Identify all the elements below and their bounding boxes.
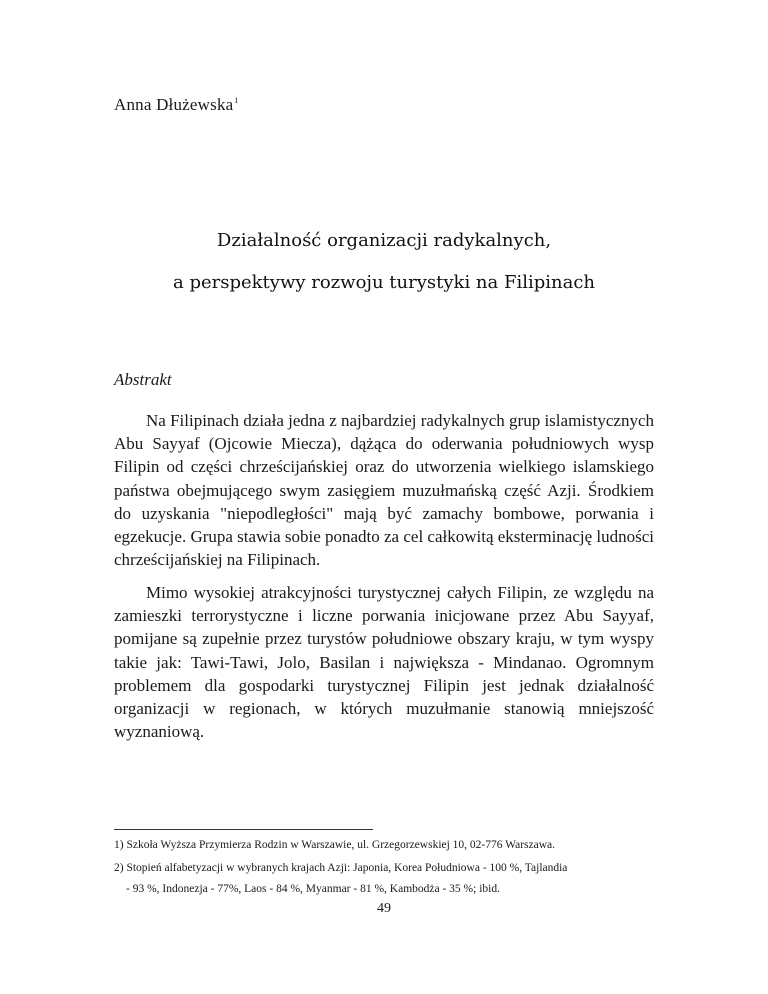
author-name: [114, 95, 239, 115]
footnote-marker: 1: [234, 96, 239, 105]
footnote-2-line-2: - 93 %, Indonezja - 77%, Laos - 84 %, Myanmar - 81 %, Kambodża - 35 %; ibid.: [126, 883, 500, 895]
footnote-2-line-1: 2) Stopień alfabetyzacji w wybranych krajach Azji: Japonia, Korea Południowa - 100 %, Tajlandia: [114, 862, 568, 874]
abstract-paragraph-1: Na Filipinach działa jedna z najbardziej radykalnych grup islamistycznych Abu Sayyaf (Ojcowie Miecza), dążąca do oderwania południowych wysp Filipin od części chrześcijańskiej oraz do utworzenia wielkiego islamskiego państwa obejmującego swym zasięgiem muzułmańską część Azji. Środkiem do uzyskania "niepodległości" mają być zamachy bombowe, porwania i egzekucje. Grupa stawia sobie ponadto za cel całkowitą eksterminację ludności chrześcijańskiej na Filipinach.: [114, 411, 655, 570]
author-text: Anna Dłużewska: [114, 95, 234, 114]
abstract-paragraph-2: Mimo wysokiej atrakcyjności turystycznej całych Filipin, ze względu na zamieszki terrorystyczne i liczne porwania inicjowane przez Abu Sayyaf, pomijane są zupełnie przez turystów południowe obszary kraju, w tym wyspy takie jak: Tawi-Tawi, Jolo, Basilan i największa - Mindanao. Ogromnym problemem dla gospodarki turystycznej Filipin jest jednak działalność organizacji w regionach, w których muzułmanie stanowią mniejszość wyznaniową.: [114, 583, 654, 742]
title-line-1: Działalność organizacji radykalnych,: [216, 230, 552, 251]
footnote-rule: [114, 829, 373, 830]
abstract-label: Abstrakt: [114, 370, 172, 389]
page-number: 49: [377, 901, 391, 916]
title-line-2: a perspektywy rozwoju turystyki na Filipinach: [172, 272, 596, 293]
footnote-1: 1) Szkoła Wyższa Przymierza Rodzin w Warszawie, ul. Grzegorzewskiej 10, 02-776 Warszawa.: [114, 839, 556, 851]
